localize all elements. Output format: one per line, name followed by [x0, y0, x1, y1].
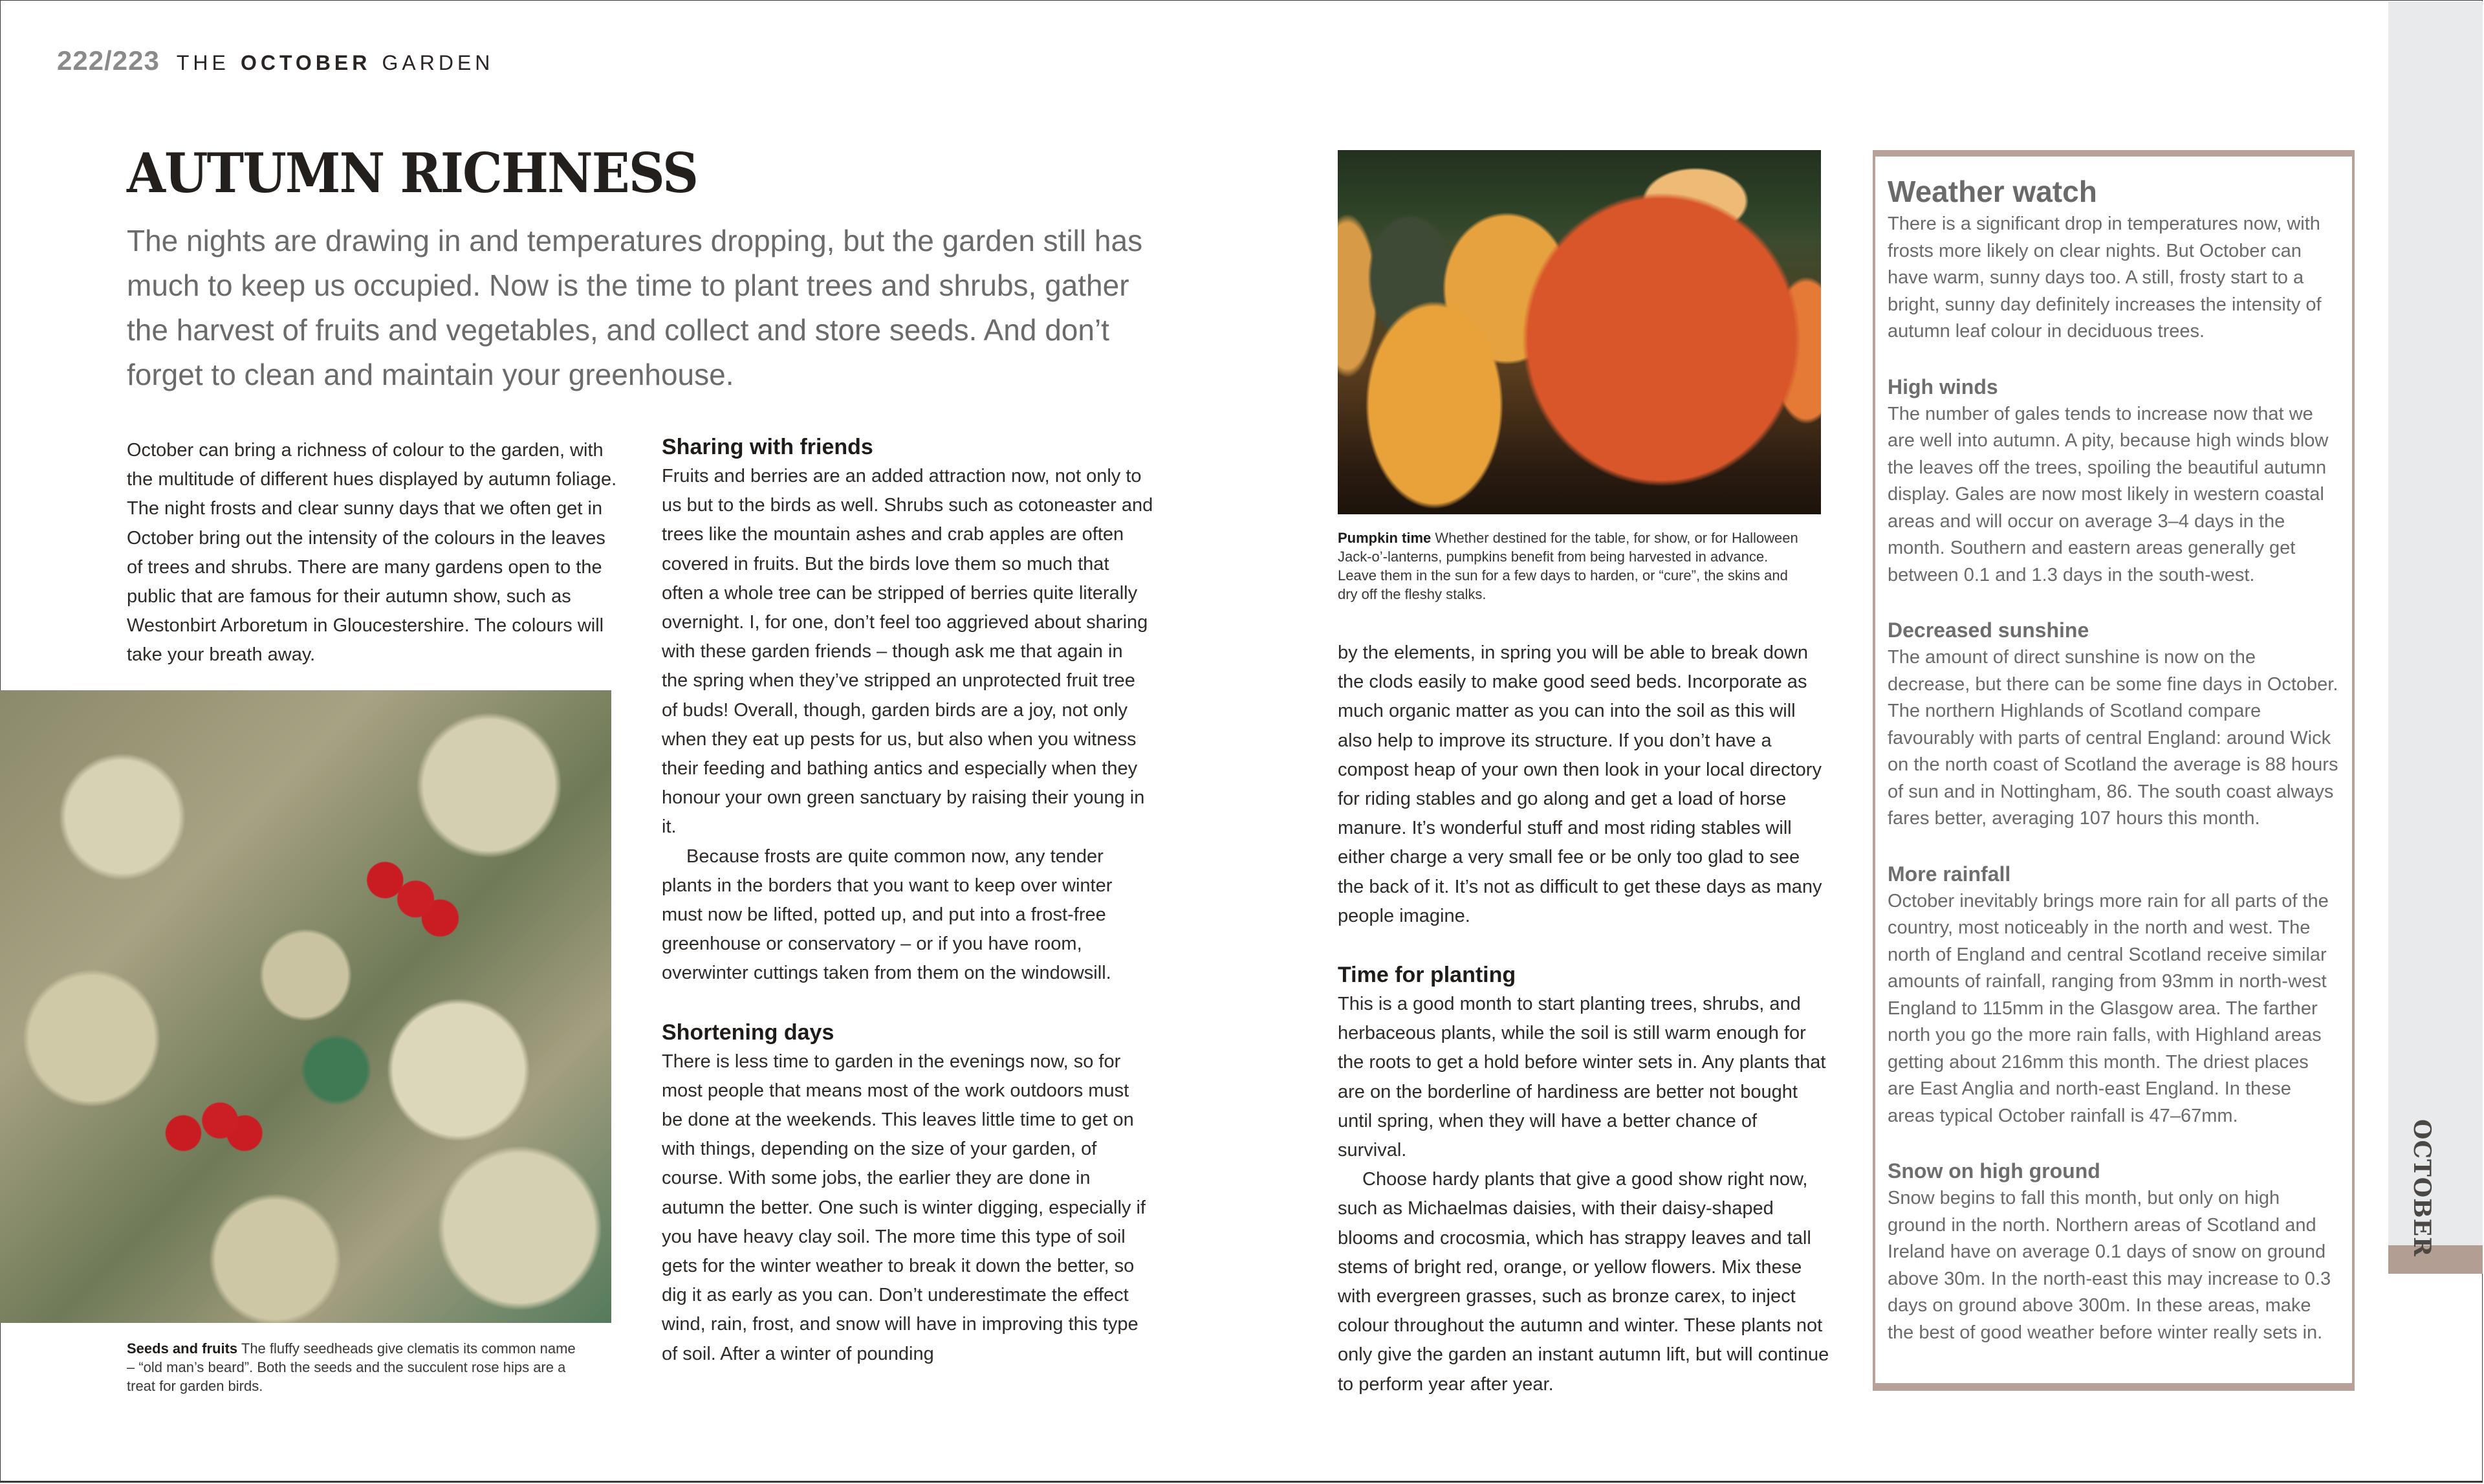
page-numbers: 222/223: [57, 45, 160, 76]
month-side-tab: [2388, 1, 2483, 1245]
photo-clematis-icon: [0, 690, 611, 1323]
caption-pumpkins-text: Whether destined for the table, for show, or for Halloween Jack-o’-lanterns, pumpkins benefit from being harvested in advance. Leave them in the sun for a few days to harden, or “cure”, the skins and dry off the fleshy stalks.: [1338, 530, 1798, 602]
paragraph: Choose hardy plants that give a good show right now, such as Michaelmas daisies, with their daisy-shaped blooms and crocosmia, which has strappy leaves and tall stems of bright red, orange, or yellow flowers. Mix these with evergreen grasses, such as bronze carex, to inject colour throughout the autumn and winter. These plants not only give the garden an instant autumn lift, but will continue to perform year after year.: [1338, 1169, 1829, 1395]
heading-high-winds: High winds: [1888, 375, 1998, 398]
side-tab-month: OCTOBER: [2408, 1119, 2435, 1257]
heading-snow-on-high-ground: Snow on high ground: [1888, 1159, 2100, 1183]
heading-decreased-sunshine: Decreased sunshine: [1888, 618, 2089, 642]
caption-clematis: [127, 1339, 580, 1395]
section-month: OCTOBER: [240, 51, 371, 74]
weather-watch-title: Weather watch: [1888, 175, 2097, 208]
paragraph-continuation: by the elements, in spring you will be able to break down the clods easily to make good seed beds. Incorporate as much organic matter as you can into the soil as this will also help to improve its structure. If you don’t have a compost heap of your own then look in your local directory for riding stables and go along and get a load of horse manure. It’s wonderful stuff and most riding stables will either charge a very small fee or be only too glad to see the back of it. It’s not as difficult to get these days as many people imagine.: [1338, 642, 1822, 926]
weather-watch-content: [1888, 173, 2340, 1346]
running-head: [57, 45, 494, 76]
heading-time-for-planting: Time for planting: [1338, 963, 1516, 988]
section-prefix: THE: [176, 51, 230, 74]
column-1-paragraph: October can bring a richness of colour to the garden, with the multitude of different hues displayed by autumn foliage. The night frosts and clear sunny days that we often get in October bring out the intensity of the colours in the leaves of trees and shrubs. There are many gardens open to the public that are famous for their autumn show, such as Westonbirt Arboretum in Gloucestershire. The colours will take your breath away.: [127, 440, 617, 666]
column-2: [662, 432, 1153, 1369]
caption-pumpkins-title: Pumpkin time: [1338, 530, 1432, 546]
caption-pumpkins: [1338, 529, 1803, 604]
paragraph: There is less time to garden in the evenings now, so for most people that means most of the work outdoors must be done at the weekends. This leaves little time to get on with things, depending on the size of your garden, of course. With some jobs, the earlier they are done in autumn the better. One such is winter digging, especially if you have heavy clay soil. The more time this type of soil gets for the winter weather to break it down the better, so dig it as early as you can. Don’t underestimate the effect wind, rain, frost, and snow will have in improving this type of soil. After a winter of pounding: [662, 1051, 1146, 1364]
page-title: AUTUMN RICHNESS: [127, 141, 698, 205]
intro-paragraph: The nights are drawing in and temperatures dropping, but the garden still has much to keep us occupied. Now is the time to plant trees and shrubs, gather the harvest of fruits and vegetables, and collect and store seeds. And don’t forget to clean and maintain your greenhouse.: [127, 224, 1143, 391]
weather-watch-box: [1873, 150, 2355, 1391]
weather-watch-intro: There is a significant drop in temperatures now, with frosts more likely on clear nights. But October can have warm, sunny days too. A still, frosty start to a bright, sunny day definitely increases the intensity of autumn leaf colour in deciduous trees.: [1888, 213, 2322, 342]
paragraph: This is a good month to start planting trees, shrubs, and herbaceous plants, while the soil is still warm enough for the roots to get a hold before winter sets in. Any plants that are on the borderline of hardiness are better not bought until spring, when they will have a better chance of survival.: [1338, 994, 1826, 1161]
side-tab-label: [2406, 1119, 2445, 1257]
section-suffix: GARDEN: [382, 51, 494, 74]
heading-shortening-days: Shortening days: [662, 1020, 834, 1045]
weather-paragraph: The number of gales tends to increase now that we are well into autumn. A pity, because high winds blow the leaves off the trees, spoiling the beautiful autumn display. Gales are now most likely in western coastal areas and will occur on average 3–4 days in the month. Southern and eastern areas generally get between 0.1 and 1.3 days in the south-west.: [1888, 403, 2329, 585]
weather-paragraph: The amount of direct sunshine is now on the decrease, but there can be some fine days in October. The northern Highlands of Scotland compare favourably with parts of central England: around Wick on the north coast of Scotland the average is 88 hours of sun and in Nottingham, 86. The south coast always fares better, averaging 107 hours this month.: [1888, 647, 2338, 829]
column-1: [127, 436, 618, 670]
caption-clematis-title: Seeds and fruits: [127, 1340, 238, 1357]
column-3: [1338, 638, 1829, 1399]
caption-clematis-text: The fluffy seedheads give clematis its common name – “old man’s beard”. Both the seeds and the succulent rose hips are a treat for garden birds.: [127, 1340, 576, 1394]
paragraph: Because frosts are quite common now, any tender plants in the borders that you want to keep over winter must now be lifted, potted up, and put into a frost-free greenhouse or conservatory – or if you have room, overwinter cuttings taken from them on the windowsill.: [662, 846, 1113, 984]
weather-paragraph: October inevitably brings more rain for all parts of the country, most noticeably in the north and west. The north of England and central Scotland receive similar amounts of rainfall, ranging from 93mm in north-west England to 115mm in the Glasgow area. The farther north you go the more rain falls, with Highland areas getting about 216mm this month. The driest places are East Anglia and north-east England. In these areas typical October rainfall is 47–67mm.: [1888, 890, 2329, 1126]
heading-sharing-with-friends: Sharing with friends: [662, 435, 873, 459]
weather-paragraph: Snow begins to fall this month, but only on high ground in the north. Northern areas of Scotland and Ireland have on average 0.1 days of snow on ground above 30m. In the north-east this may increase to 0.3 days on ground above 300m. In these areas, make the best of good weather before winter really sets in.: [1888, 1188, 2331, 1343]
side-tab-accent-block: [2388, 1245, 2483, 1274]
heading-more-rainfall: More rainfall: [1888, 862, 2011, 886]
photo-pumpkins-icon: [1338, 150, 1821, 514]
paragraph: Fruits and berries are an added attraction now, not only to us but to the birds as well. Shrubs such as cotoneaster and trees like the mountain ashes and crab apples are often covered in fruits. But the birds love them so much that often a whole tree can be stripped of berries quite literally overnight. I, for one, don’t feel too aggrieved about sharing with these garden friends – though ask me that again in the spring when they’ve stripped an unprotected fruit tree of buds! Overall, though, garden birds are a joy, not only when they eat up pests for us, but also when you witness their feeding and bathing antics and especially when they honour your own green sanctuary by raising their young in it.: [662, 466, 1153, 838]
